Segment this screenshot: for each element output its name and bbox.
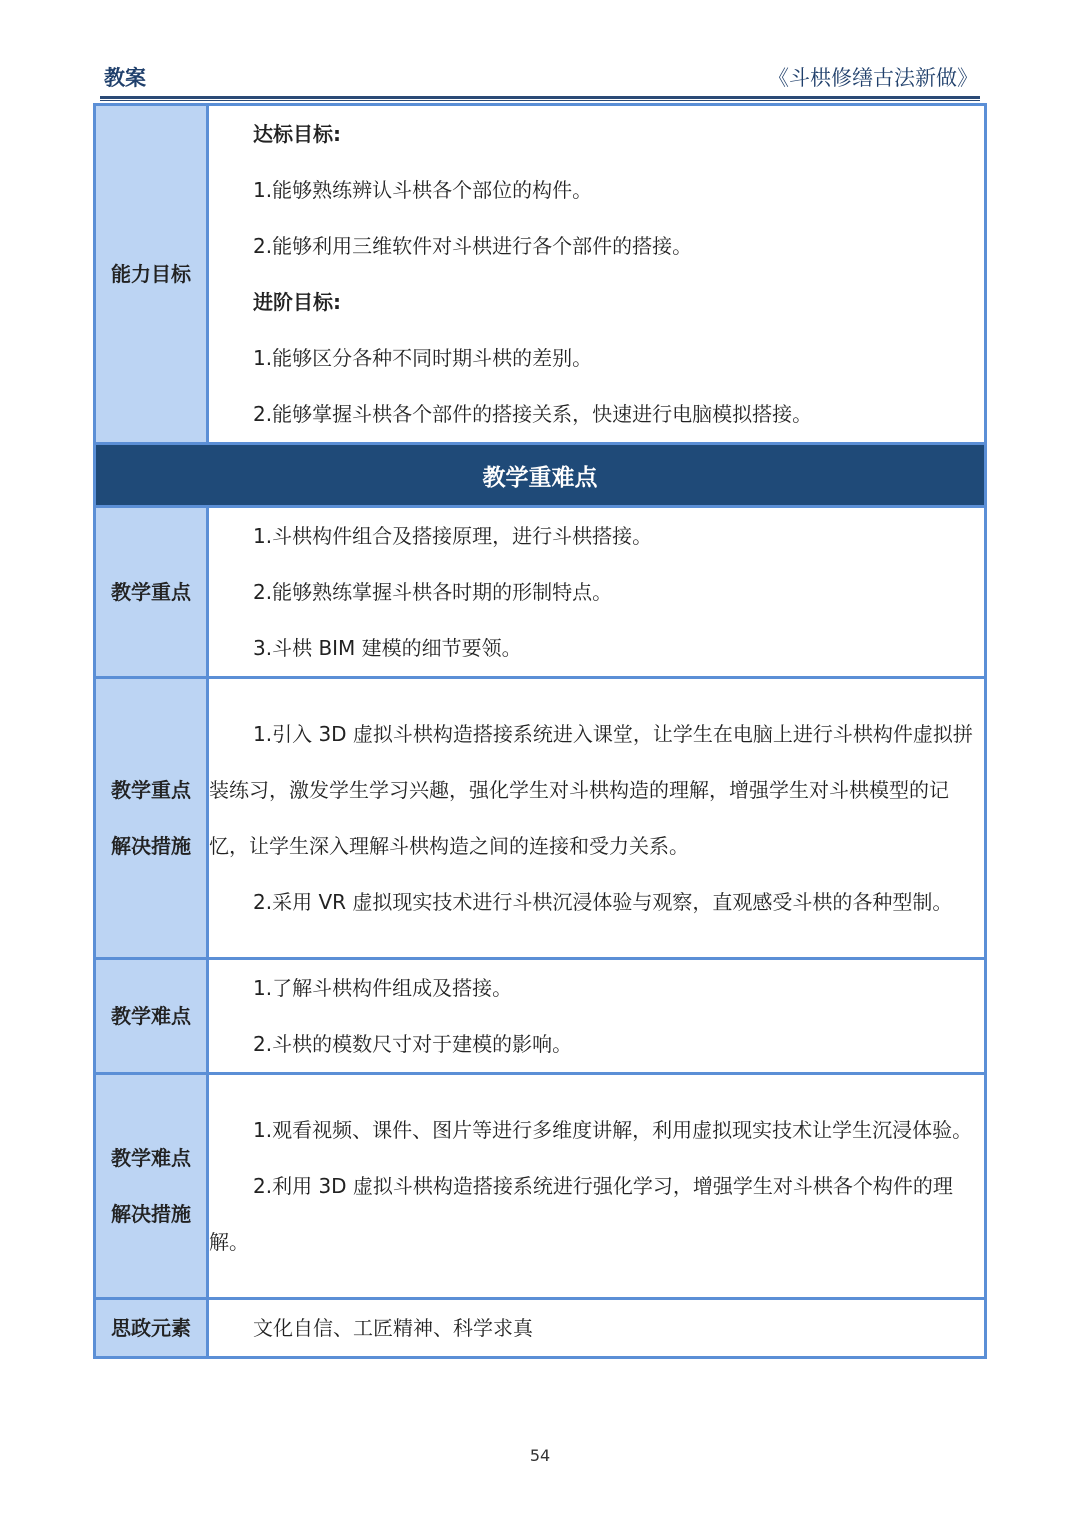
ability-item: 2.能够掌握斗栱各个部件的搭接关系，快速进行电脑模拟搭接。 bbox=[253, 402, 813, 426]
key-solution-label-line1: 教学重点 bbox=[111, 778, 191, 802]
header-doc-type: 教案 bbox=[104, 66, 146, 90]
ability-heading-advanced: 进阶目标: bbox=[253, 290, 341, 314]
key-solution-row bbox=[95, 678, 986, 959]
header-course-title: 《斗栱修缮古法新做》 bbox=[768, 66, 978, 90]
diff-solution-item: 2.利用 3D 虚拟斗栱构造搭接系统进行强化学习，增强学生对斗栱各个构件的理解。 bbox=[209, 1174, 953, 1254]
diff-solution-row bbox=[95, 1074, 986, 1299]
ability-content bbox=[208, 105, 986, 444]
ideology-label: 思政元素 bbox=[95, 1299, 208, 1358]
section-banner: 教学重难点 bbox=[95, 444, 986, 507]
diff-solution-label-line1: 教学难点 bbox=[111, 1146, 191, 1170]
difficult-row bbox=[95, 959, 986, 1074]
ability-heading-basic: 达标目标: bbox=[253, 122, 341, 146]
difficult-label: 教学难点 bbox=[95, 959, 208, 1074]
ideology-content bbox=[208, 1299, 986, 1358]
ability-row bbox=[95, 105, 986, 444]
lesson-plan-table bbox=[93, 103, 987, 1359]
diff-solution-item: 1.观看视频、课件、图片等进行多维度讲解，利用虚拟现实技术让学生沉浸体验。 bbox=[253, 1118, 973, 1142]
key-points-label: 教学重点 bbox=[95, 507, 208, 678]
key-point-item: 2.能够熟练掌握斗栱各时期的形制特点。 bbox=[253, 580, 613, 604]
key-solution-label-line2: 解决措施 bbox=[111, 834, 191, 858]
diff-solution-content bbox=[208, 1074, 986, 1299]
key-points-content bbox=[208, 507, 986, 678]
key-solution-label bbox=[95, 678, 208, 959]
key-points-row bbox=[95, 507, 986, 678]
key-solution-content bbox=[208, 678, 986, 959]
diff-solution-label-line2: 解决措施 bbox=[111, 1202, 191, 1226]
difficult-item: 2.斗栱的模数尺寸对于建模的影响。 bbox=[253, 1032, 573, 1056]
difficult-content bbox=[208, 959, 986, 1074]
key-solution-item: 1.引入 3D 虚拟斗栱构造搭接系统进入课堂，让学生在电脑上进行斗栱构件虚拟拼装练习，激发学生学习兴趣，强化学生对斗栱构造的理解，增强学生对斗栱模型的记忆，让学生深入理解斗栱构造之间的连接和受力关系。 bbox=[209, 722, 973, 858]
key-point-item: 1.斗栱构件组合及搭接原理，进行斗栱搭接。 bbox=[253, 524, 653, 548]
ability-item: 1.能够熟练辨认斗栱各个部位的构件。 bbox=[253, 178, 593, 202]
banner-row bbox=[95, 444, 986, 507]
diff-solution-label bbox=[95, 1074, 208, 1299]
key-solution-item: 2.采用 VR 虚拟现实技术进行斗栱沉浸体验与观察，直观感受斗栱的各种型制。 bbox=[253, 890, 953, 914]
ability-label: 能力目标 bbox=[95, 105, 208, 444]
ability-item: 1.能够区分各种不同时期斗栱的差别。 bbox=[253, 346, 593, 370]
header-divider bbox=[100, 96, 980, 99]
ideology-text: 文化自信、工匠精神、科学求真 bbox=[253, 1316, 533, 1340]
key-point-item: 3.斗栱 BIM 建模的细节要领。 bbox=[253, 636, 522, 660]
page-number: 54 bbox=[529, 1446, 551, 1465]
difficult-item: 1.了解斗栱构件组成及搭接。 bbox=[253, 976, 513, 1000]
ideology-row bbox=[95, 1299, 986, 1358]
header-divider-thin bbox=[100, 100, 980, 101]
ability-item: 2.能够利用三维软件对斗栱进行各个部件的搭接。 bbox=[253, 234, 693, 258]
